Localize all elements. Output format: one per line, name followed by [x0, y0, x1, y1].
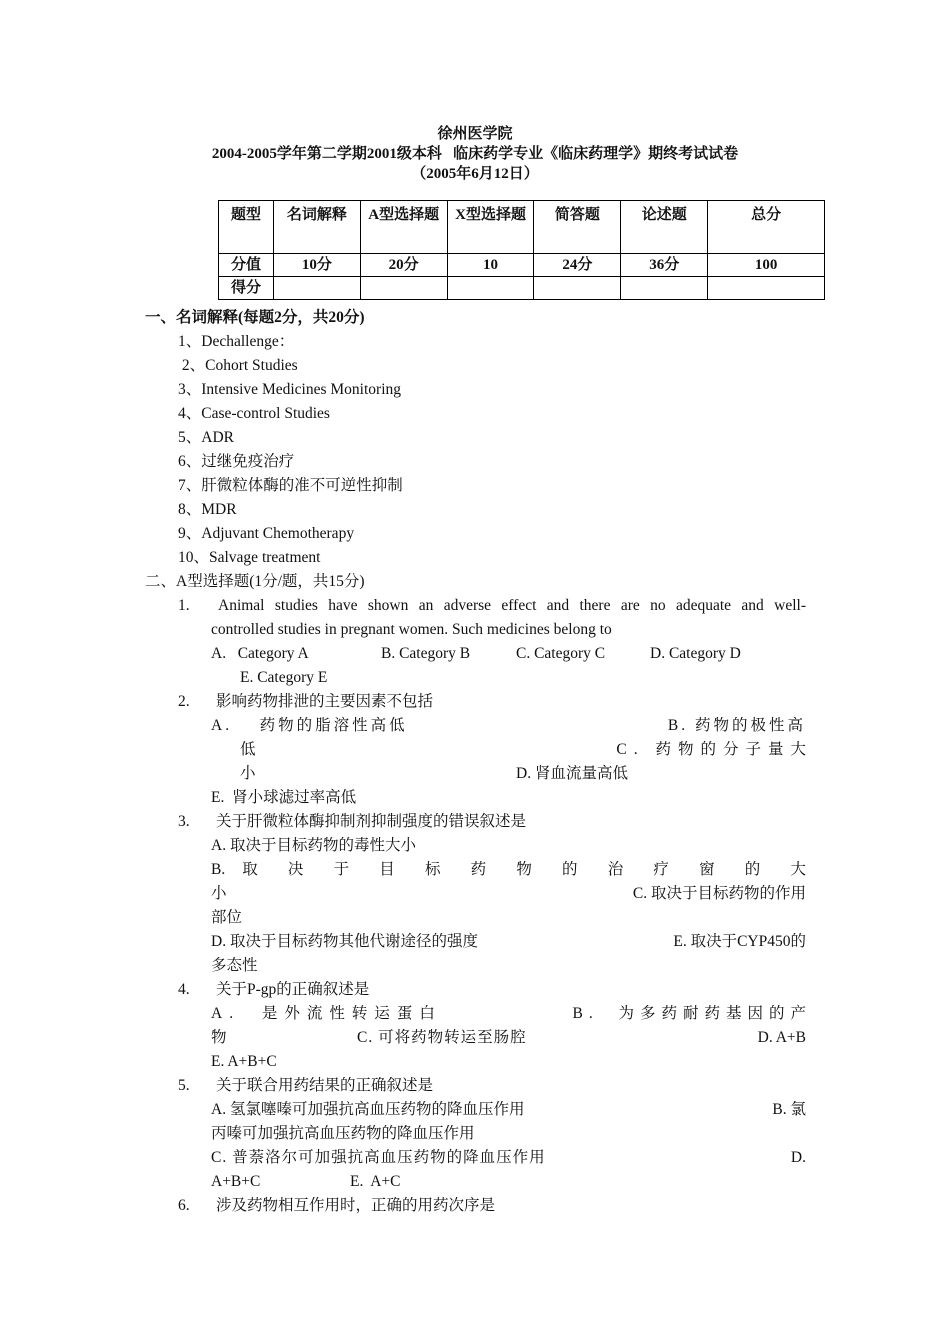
table-cell: 36分	[621, 254, 708, 277]
option-b-cont: 小	[211, 885, 227, 902]
exam-date: （2005年6月12日）	[411, 166, 539, 182]
option-c: C. Category C	[516, 645, 606, 662]
score-table	[218, 200, 825, 300]
option-c: C. 普萘洛尔可加强抗高血压药物的降血压作用	[211, 1149, 546, 1166]
table-cell: 10	[447, 254, 534, 277]
option-d-cont: A+B+C	[211, 1173, 261, 1190]
list-item: 8、MDR	[178, 501, 237, 518]
question-stem: 关于P-gp的正确叙述是	[216, 981, 370, 998]
question-stem: 影响药物排泄的主要因素不包括	[216, 693, 434, 710]
section1-heading: 一、名词解释(每题2分，共20分)	[145, 309, 365, 326]
school-name: 徐州医学院	[437, 126, 513, 142]
option-b: B. 取 决 于 目 标 药 物 的 治 疗 窗 的 大	[211, 861, 806, 878]
list-item: 6、过继免疫治疗	[178, 453, 295, 470]
option-e: E. A+B+C	[211, 1053, 277, 1070]
table-cell: 20分	[360, 254, 447, 277]
score-table-value-row	[219, 254, 825, 277]
question-stem: controlled studies in pregnant women. Such medicines belong to	[211, 621, 612, 638]
table-cell	[534, 277, 621, 300]
option-b-cont: 低	[240, 741, 256, 758]
table-cell	[708, 277, 825, 300]
exam-title: 2004-2005学年第二学期2001级本科 临床药学专业《临床药理学》期终考试试卷	[211, 146, 739, 162]
question-number: 1.	[178, 597, 190, 614]
option-c: C. 药物的分子量大	[616, 741, 813, 758]
option-b-cont: 丙嗪可加强抗高血压药物的降血压作用	[211, 1125, 475, 1142]
option-e: E. Category E	[240, 669, 328, 686]
table-cell: 题型	[219, 201, 274, 254]
question-stem: 涉及药物相互作用时，正确的用药次序是	[216, 1197, 496, 1214]
table-cell: 10分	[273, 254, 360, 277]
option-d: D. 肾血流量高低	[516, 765, 628, 782]
option-a: A. 氢氯噻嗪可加强抗高血压药物的降血压作用	[211, 1101, 525, 1118]
option-c-cont: 部位	[211, 909, 243, 926]
table-cell: 简答题	[534, 201, 621, 254]
table-cell	[360, 277, 447, 300]
question-number: 3.	[178, 813, 190, 830]
table-cell: 得分	[219, 277, 274, 300]
question-stem: 关于肝微粒体酶抑制剂抑制强度的错误叙述是	[216, 813, 527, 830]
question-number: 2.	[178, 693, 190, 710]
option-a: A. Category A	[211, 645, 309, 662]
list-item: 4、Case-control Studies	[178, 405, 330, 422]
list-item: 9、Adjuvant Chemotherapy	[178, 525, 355, 542]
option-e: E. A+C	[350, 1173, 401, 1190]
table-cell: 分值	[219, 254, 274, 277]
table-cell: 论述题	[621, 201, 708, 254]
option-b-cont: 物	[211, 1029, 227, 1046]
exam-header	[0, 124, 950, 184]
question-number: 5.	[178, 1077, 190, 1094]
question-stem: Animal studies have shown an adverse effect and there are no adequate and well-	[218, 597, 806, 614]
option-b: B. 氯	[772, 1101, 806, 1118]
question-number: 6.	[178, 1197, 190, 1214]
list-item: 2、Cohort Studies	[178, 357, 298, 374]
list-item: 3、Intensive Medicines Monitoring	[178, 381, 401, 398]
table-cell	[447, 277, 534, 300]
list-item: 10、Salvage treatment	[178, 549, 321, 566]
option-d: D. A+B	[757, 1029, 806, 1046]
option-e: E. 肾小球滤过率高低	[211, 789, 357, 806]
option-a: A. 取决于目标药物的毒性大小	[211, 837, 416, 854]
section2-heading: 二、A型选择题(1分/题，共15分)	[145, 573, 365, 590]
table-cell	[273, 277, 360, 300]
question-stem: 关于联合用药结果的正确叙述是	[216, 1077, 434, 1094]
score-table-header-row	[219, 201, 825, 254]
option-a: A. 是外流性转运蛋白	[211, 1005, 442, 1022]
table-cell: X型选择题	[447, 201, 534, 254]
option-c-cont: 小	[240, 765, 256, 782]
question-number: 4.	[178, 981, 190, 998]
list-item: 7、肝微粒体酶的准不可逆性抑制	[178, 477, 403, 494]
list-item: 1、Dechallenge：	[178, 333, 295, 350]
score-table-got-row	[219, 277, 825, 300]
list-item: 5、ADR	[178, 429, 234, 446]
option-b: B. 为多药耐药基因的产	[572, 1005, 812, 1022]
option-d: D.	[790, 1149, 806, 1166]
option-d: D. Category D	[650, 645, 741, 662]
table-cell: 总分	[708, 201, 825, 254]
option-d: D. 取决于目标药物其他代谢途径的强度	[211, 933, 478, 950]
option-c: C. 取决于目标药物的作用	[632, 885, 806, 902]
option-b: B. Category B	[381, 645, 471, 662]
option-e-cont: 多态性	[211, 957, 258, 974]
table-cell	[621, 277, 708, 300]
option-e: E. 取决于CYP450的	[673, 933, 806, 950]
option-a: A. 药物的脂溶性高低	[211, 717, 408, 734]
table-cell: 名词解释	[273, 201, 360, 254]
option-c: C. 可将药物转运至肠腔	[357, 1029, 527, 1046]
table-cell: 24分	[534, 254, 621, 277]
option-b: B. 药物的极性高	[667, 717, 806, 734]
table-cell: A型选择题	[360, 201, 447, 254]
table-cell: 100	[708, 254, 825, 277]
